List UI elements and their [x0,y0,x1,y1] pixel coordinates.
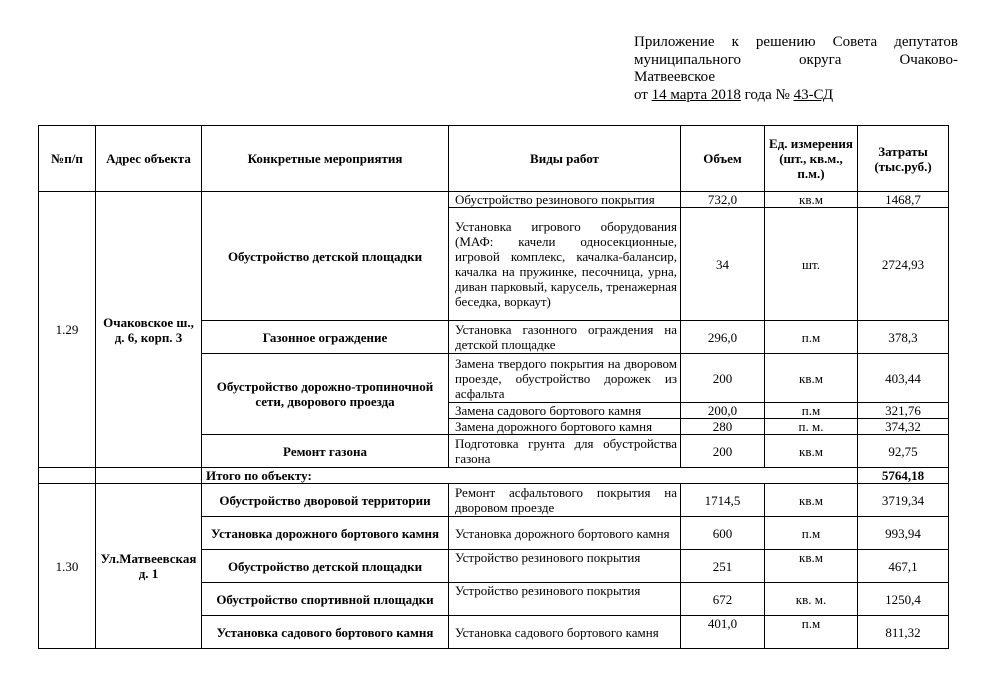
volume: 34 [681,208,765,321]
volume: 1714,5 [681,484,765,517]
col-header-measures: Конкретные мероприятия [202,126,449,192]
cost: 1250,4 [858,583,949,616]
table-row [39,484,949,517]
measure-cell: Газонное ограждение [202,321,449,354]
work-type: Установка игрового оборудования (МАФ: качели односекционные, игровой комплекс, качалка-балансир, качалка на пружинке, песочница, урна, диван парковый, карусель, тренажерная беседка, воркаут) [449,208,681,321]
volume: 600 [681,517,765,550]
col-header-works: Виды работ [449,126,681,192]
total-empty-cell [39,468,96,484]
cost: 374,32 [858,419,949,435]
cost: 993,94 [858,517,949,550]
unit: кв. м. [765,583,858,616]
table-row [39,192,949,208]
measure-cell: Обустройство детской площадки [202,192,449,321]
unit: кв.м [765,192,858,208]
header-date-prefix: от [634,86,652,103]
volume: 296,0 [681,321,765,354]
work-type: Подготовка грунта для обустройства газона [449,435,681,468]
volume: 401,0 [681,616,765,649]
work-type: Ремонт асфальтового покрытия на дворовом проезде [449,484,681,517]
object-address: Очаковское ш., д. 6, корп. 3 [96,192,202,468]
measure-cell: Обустройство дворовой территории [202,484,449,517]
work-type: Устройство резинового покрытия [449,583,681,616]
header-line-2: муниципального округа Очаково- [634,51,958,68]
col-header-unit: Ед. измерения (шт., кв.м., п.м.) [765,126,858,192]
work-type: Установка дорожного бортового камня [449,517,681,550]
unit: кв.м [765,550,858,583]
header-line-3: Матвеевское [634,69,715,85]
measure-cell: Обустройство дорожно-тропиночной сети, дворового проезда [202,354,449,435]
decision-number: 43-СД [793,86,834,103]
unit: шт. [765,208,858,321]
volume: 732,0 [681,192,765,208]
unit: п. м. [765,419,858,435]
work-type: Установка газонного ограждения на детской площадке [449,321,681,354]
total-empty-cell [96,468,202,484]
table-header-row [39,126,949,192]
volume: 200,0 [681,403,765,419]
cost: 1468,7 [858,192,949,208]
cost: 321,76 [858,403,949,419]
work-type: Обустройство резинового покрытия [449,192,681,208]
object-number: 1.30 [39,484,96,649]
col-header-address: Адрес объекта [96,126,202,192]
unit: кв.м [765,435,858,468]
total-value: 5764,18 [858,468,949,484]
header-line-1: Приложение к решению Совета депутатов [634,34,958,50]
unit: п.м [765,616,858,649]
work-type: Замена дорожного бортового камня [449,419,681,435]
object-number: 1.29 [39,192,96,468]
cost: 403,44 [858,354,949,403]
col-header-volume: Объем [681,126,765,192]
cost: 2724,93 [858,208,949,321]
measure-cell: Обустройство детской площадки [202,550,449,583]
cost: 811,32 [858,616,949,649]
total-row [39,468,949,484]
volume: 280 [681,419,765,435]
appendix-header [634,34,958,104]
cost: 378,3 [858,321,949,354]
measure-cell: Обустройство спортивной площадки [202,583,449,616]
header-line-4 [634,87,958,105]
col-header-num: №п/п [39,126,96,192]
volume: 200 [681,354,765,403]
measure-cell: Ремонт газона [202,435,449,468]
volume: 200 [681,435,765,468]
measure-cell: Установка дорожного бортового камня [202,517,449,550]
cost: 3719,34 [858,484,949,517]
col-header-cost: Затраты (тыс.руб.) [858,126,949,192]
work-type: Устройство резинового покрытия [449,550,681,583]
work-type: Установка садового бортового камня [449,616,681,649]
volume: 251 [681,550,765,583]
unit: п.м [765,517,858,550]
measure-cell: Установка садового бортового камня [202,616,449,649]
object-address: Ул.Матвеевская д. 1 [96,484,202,649]
works-table [38,125,949,649]
unit: п.м [765,321,858,354]
total-label: Итого по объекту: [202,468,858,484]
cost: 467,1 [858,550,949,583]
decision-date: 14 марта 2018 [651,86,741,103]
work-type: Замена твердого покрытия на дворовом проезде, обустройство дорожек из асфальта [449,354,681,403]
unit: кв.м [765,484,858,517]
header-number-prefix: года № [740,86,794,103]
unit: кв.м [765,354,858,403]
volume: 672 [681,583,765,616]
unit: п.м [765,403,858,419]
work-type: Замена садового бортового камня [449,403,681,419]
cost: 92,75 [858,435,949,468]
